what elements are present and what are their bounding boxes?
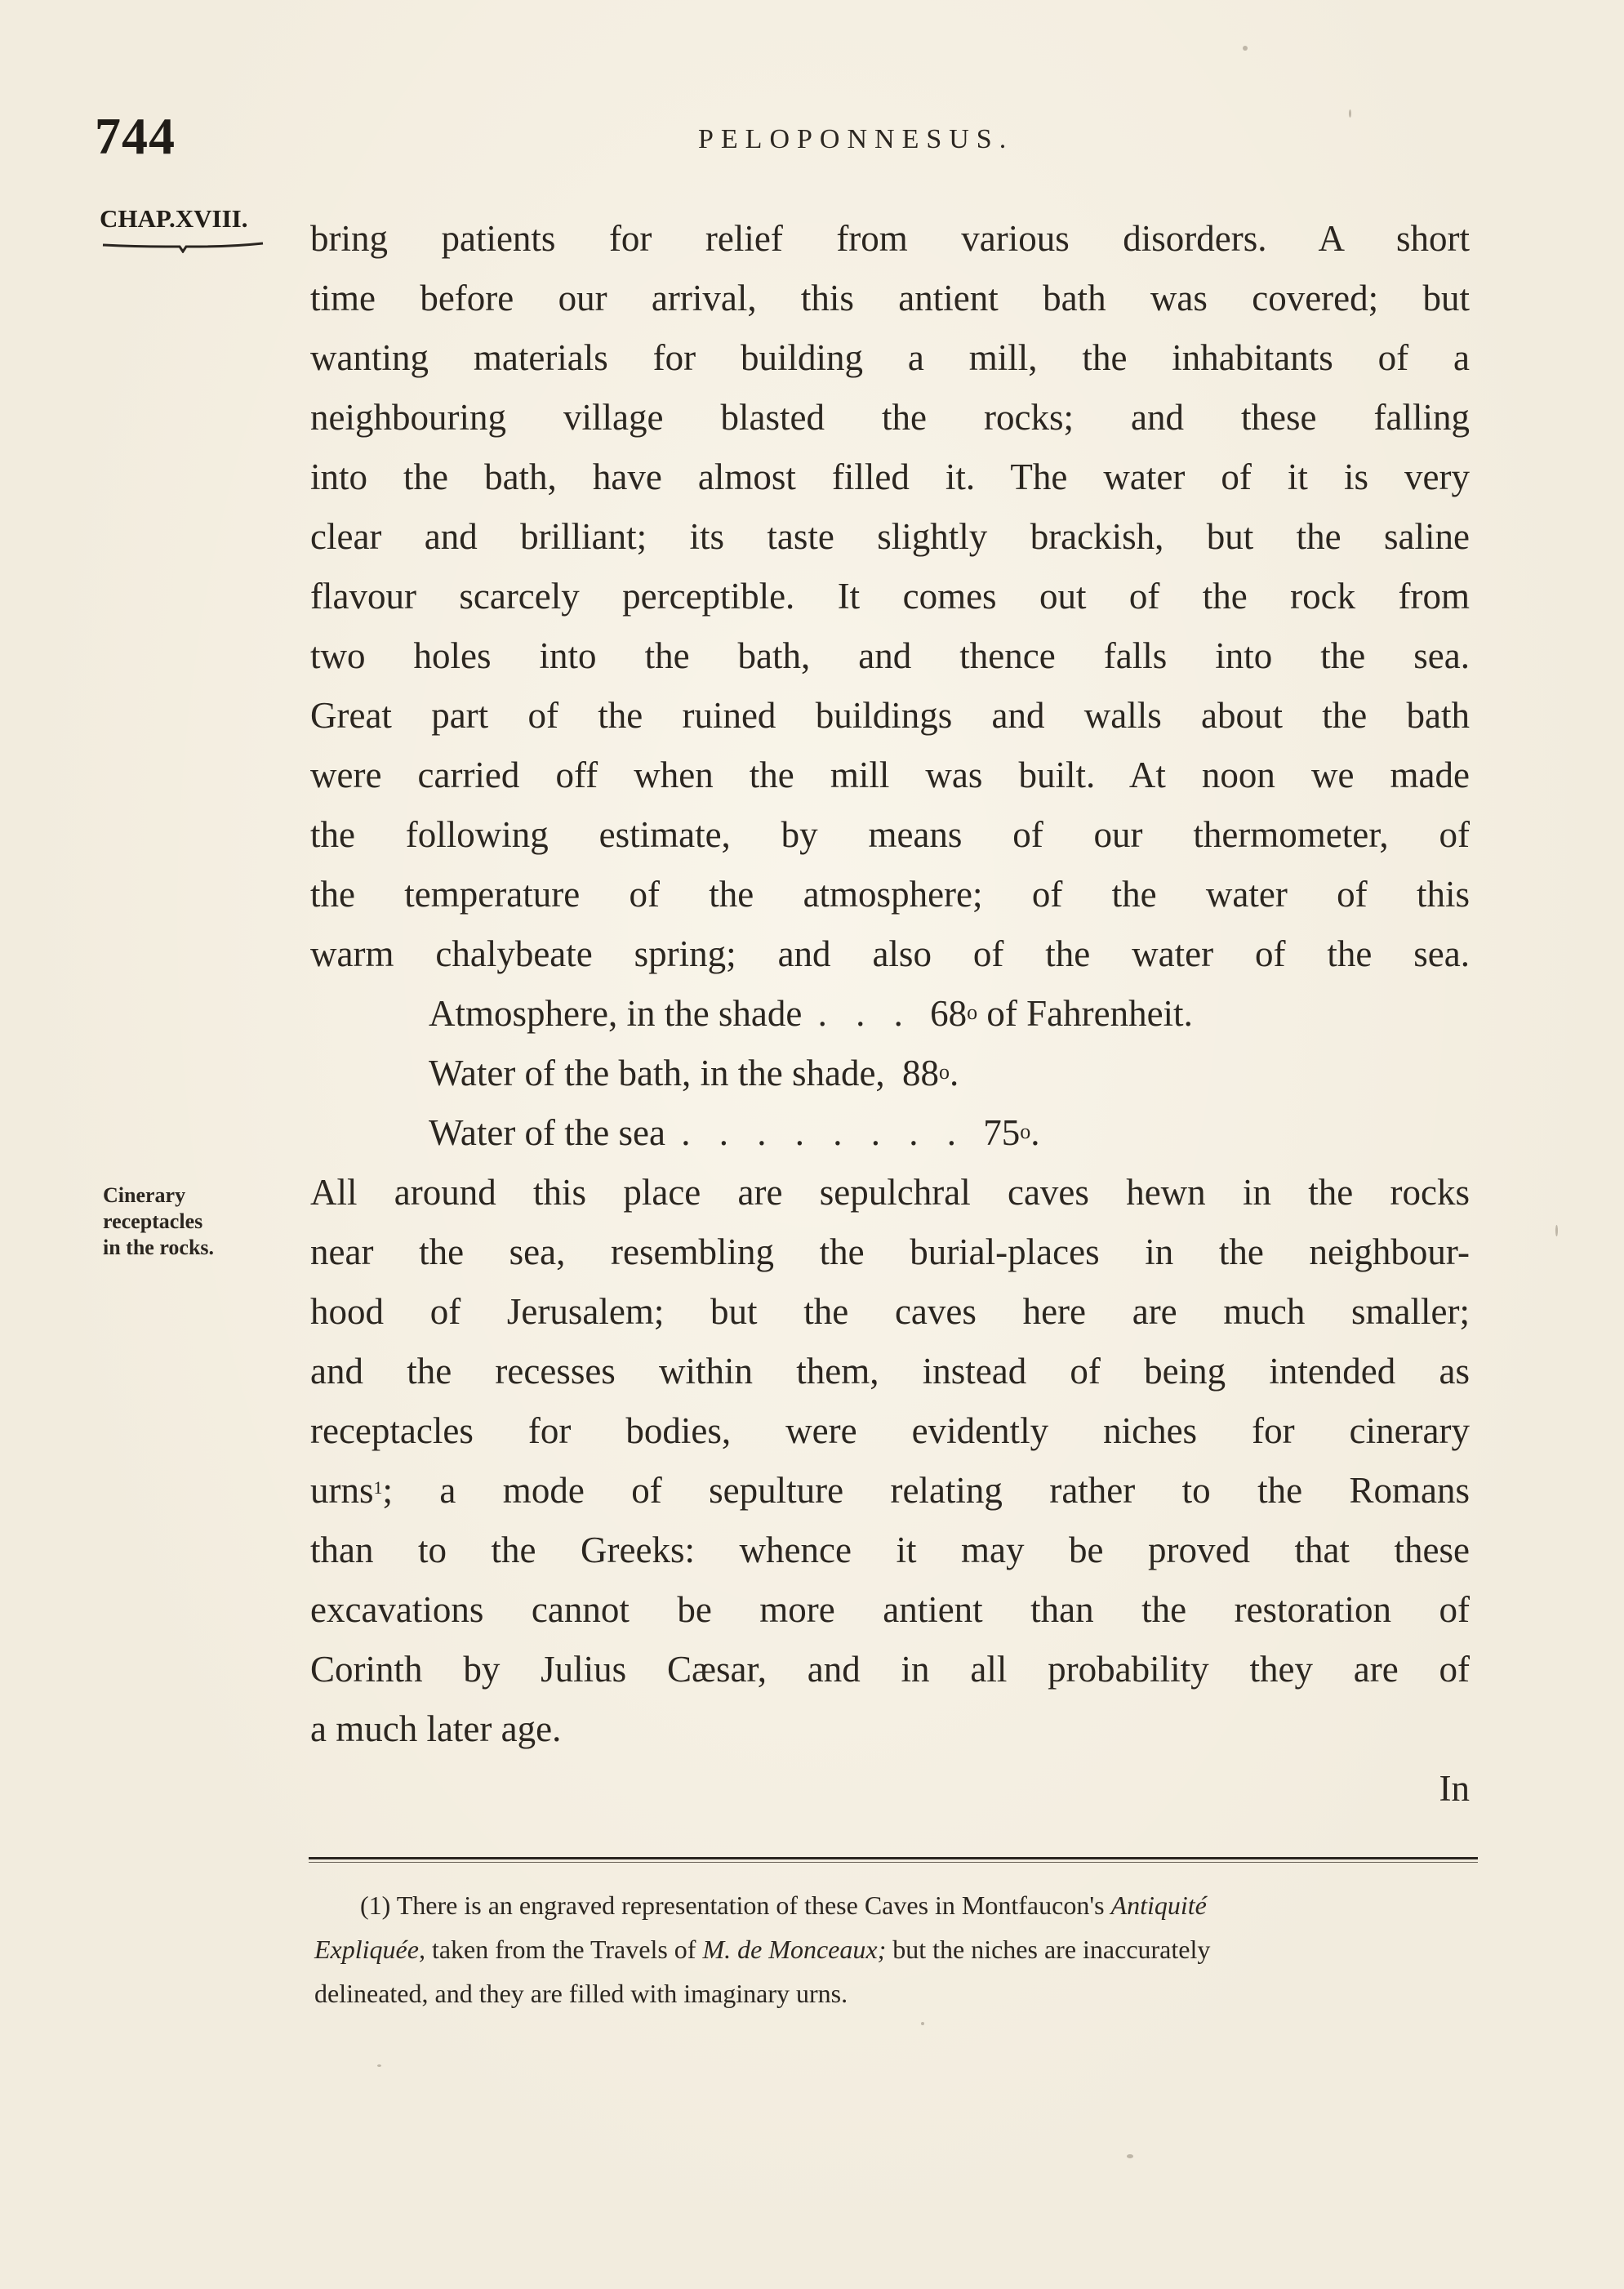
footnote-reference[interactable]: 1	[373, 1477, 383, 1498]
reading-value: 88$^o$.	[901, 1053, 959, 1093]
text-line: flavour scarcely perceptible. It comes out of the rock from	[310, 576, 1470, 617]
margin-note-line: Cinerary	[103, 1183, 186, 1207]
paper-speck	[1555, 1225, 1558, 1236]
text-line: the following estimate, by means of our thermometer, of	[310, 814, 1470, 855]
text-line-with-footnote-ref: urns$^1$; a mode of sepulture relating rather to the Romans	[310, 1470, 1470, 1511]
running-title: PELOPONNESUS.	[698, 124, 1014, 154]
text-line: clear and brilliant; its taste slightly brackish, but the saline	[310, 516, 1470, 557]
work-title: Expliquée,	[314, 1935, 425, 1964]
paper-speck	[377, 2064, 381, 2067]
text-line: excavations cannot be more antient than the restoration of	[310, 1589, 1470, 1630]
chapter-brace-ornament	[101, 242, 265, 253]
text-line: neighbouring village blasted the rocks; and these falling	[310, 397, 1470, 438]
reading-row-sea	[429, 1103, 1470, 1163]
text-line: near the sea, resembling the burial-places in the neighbour-	[310, 1231, 1470, 1272]
work-title: Antiquité	[1110, 1890, 1207, 1920]
text-line: hood of Jerusalem; but the caves here are much smaller;	[310, 1291, 1470, 1332]
margin-note-line: in the rocks.	[103, 1236, 215, 1259]
footnote-marker: (1)	[360, 1890, 391, 1920]
text-line: Corinth by Julius Cæsar, and in all probability they are of	[310, 1649, 1470, 1690]
reading-label: Water of the bath, in the shade,	[429, 1053, 885, 1093]
paper-speck	[1243, 46, 1248, 51]
reading-value: 68$^o$ of Fahrenheit.	[930, 993, 1193, 1034]
margin-note	[103, 1182, 214, 1261]
page-number: 744	[95, 107, 176, 165]
text-line: into the bath, have almost filled it. The water of it is very	[310, 456, 1470, 497]
text-line: Great part of the ruined buildings and walls about the bath	[310, 695, 1470, 736]
margin-note-line: receptacles	[103, 1209, 203, 1233]
body-text	[310, 209, 1470, 1819]
footnote-line: delineated, and they are filled with imaginary urns.	[314, 1979, 848, 2008]
text-line: wanting materials for building a mill, the inhabitants of a	[310, 337, 1470, 378]
text-line: two holes into the bath, and thence falls into the sea.	[310, 635, 1470, 676]
reading-label: Atmosphere, in the shade	[429, 993, 803, 1034]
paper-speck	[1349, 109, 1351, 118]
paper-speck	[1127, 2154, 1133, 2158]
footnote-rule-thin	[309, 1862, 1478, 1863]
reading-value: 75$^o$.	[983, 1112, 1040, 1153]
text-line: bring patients for relief from various disorders. A short	[310, 218, 1470, 259]
reading-row-atmosphere	[429, 984, 1470, 1044]
text-line: All around this place are sepulchral caves hewn in the rocks	[310, 1172, 1470, 1213]
leader-dots: . . . . . . . .	[681, 1112, 966, 1153]
text-line: a much later age.	[310, 1708, 562, 1749]
leader-dots: . . .	[817, 993, 913, 1034]
paper-speck	[921, 2022, 924, 2025]
text-line: receptacles for bodies, were evidently niches for cinerary	[310, 1410, 1470, 1451]
text-line: the temperature of the atmosphere; of the water of this	[310, 874, 1470, 915]
author-name: M. de Monceaux;	[702, 1935, 887, 1964]
text-line: and the recesses within them, instead of being intended as	[310, 1351, 1470, 1392]
footnote-line: (1) There is an engraved representation of these Caves in Montfaucon's Antiquité	[360, 1890, 1207, 1920]
footnote	[314, 1883, 1474, 2015]
reading-label: Water of the sea	[429, 1112, 665, 1153]
chapter-marker: CHAP.XVIII.	[100, 204, 248, 233]
text-line: time before our arrival, this antient bath was covered; but	[310, 278, 1470, 318]
text-line: were carried off when the mill was built. At noon we made	[310, 755, 1470, 795]
temperature-readings	[310, 984, 1470, 1163]
text-line: warm chalybeate spring; and also of the water of the sea.	[310, 933, 1470, 974]
catchword: In	[1439, 1768, 1470, 1809]
reading-row-bath	[429, 1044, 1470, 1103]
footnote-line: Expliquée, taken from the Travels of M. de Monceaux; but the niches are inaccurately	[314, 1935, 1211, 1964]
footnote-rule	[309, 1857, 1478, 1859]
text-line: than to the Greeks: whence it may be proved that these	[310, 1530, 1470, 1570]
